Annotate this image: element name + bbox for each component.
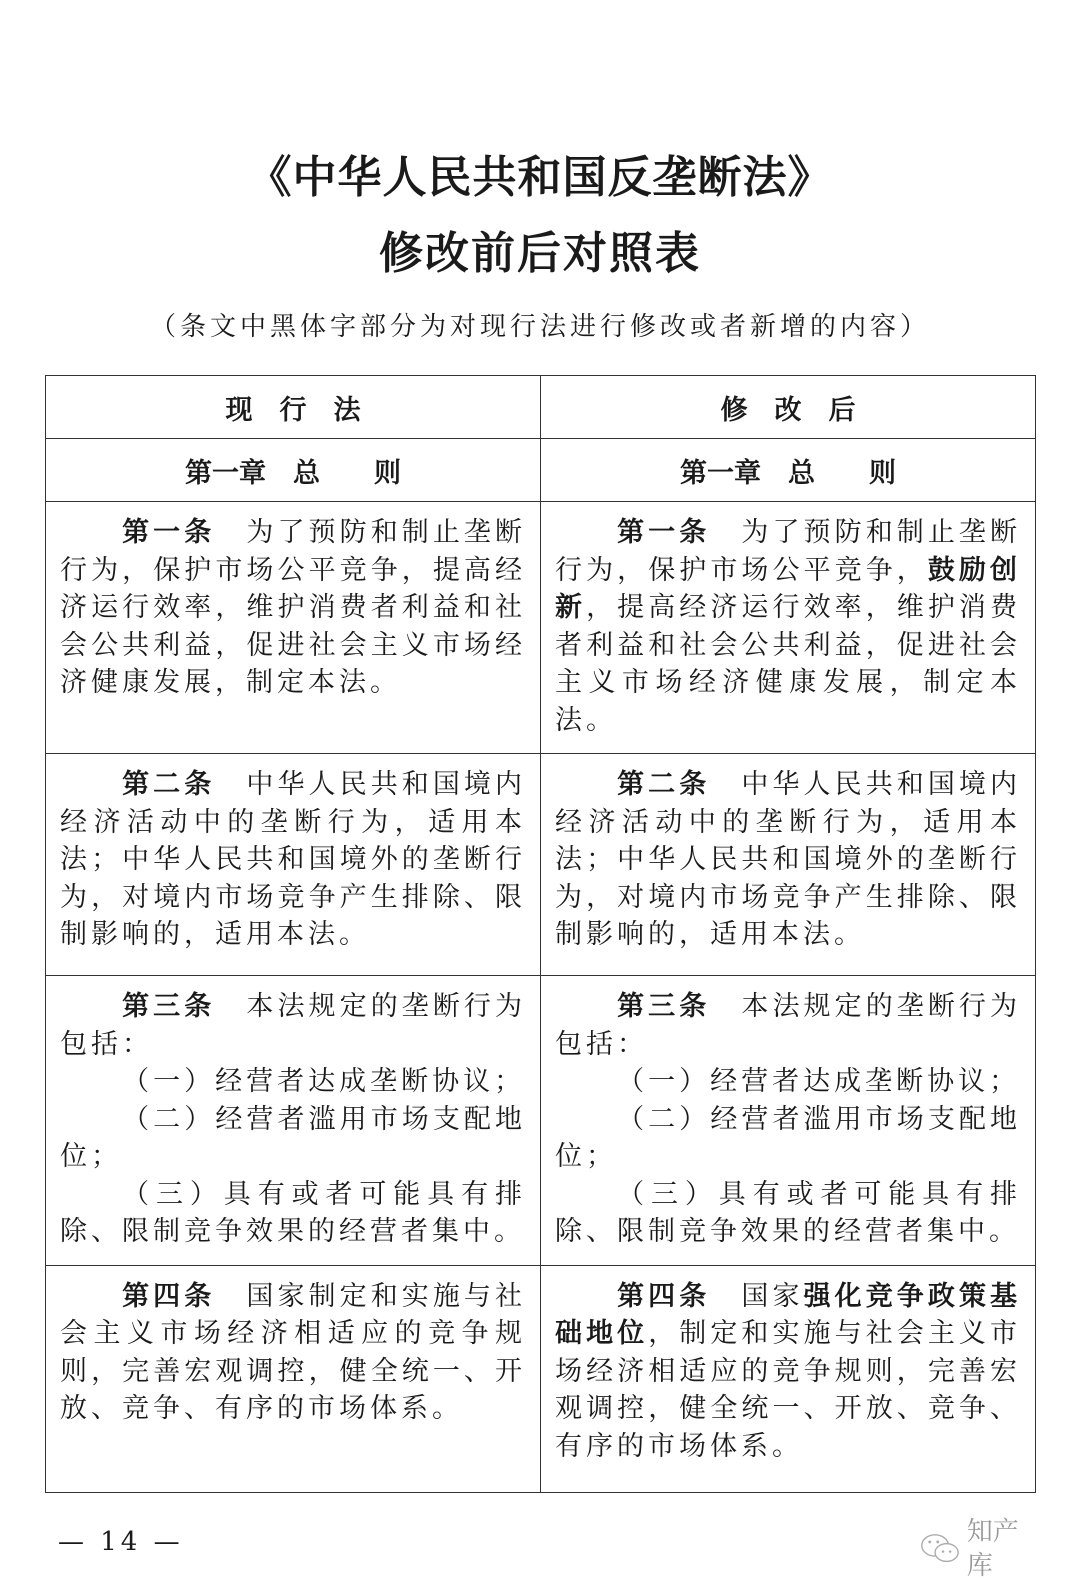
text: 国家制定和实施与社会主义市场经济相适应的竞争规则，完善宏观调控，健全统一、开放、竞争、有序的市场体系。 — [60, 1280, 527, 1424]
text: 中华人民共和国境内经济活动中的垄断行为，适用本法；中华人民共和国境外的垄断行为，对境内市场竞争产生排除、限制影响的，适用本法。 — [555, 769, 1022, 950]
article-paragraph — [555, 1278, 1021, 1466]
header-current-law: 现 行 法 — [46, 376, 541, 439]
bold-text: 第一条 — [122, 517, 216, 548]
article-paragraph — [555, 766, 1021, 954]
text: 中华人民共和国境内经济活动中的垄断行为，适用本法；中华人民共和国境外的垄断行为，对境内市场竞争产生排除、限制影响的，适用本法。 — [60, 769, 527, 950]
text: （二）经营者滥用市场支配地位； — [60, 1103, 526, 1172]
bold-text: 鼓励创新 — [555, 554, 1022, 623]
article-paragraph — [60, 1278, 526, 1428]
article-current — [46, 1266, 540, 1442]
bold-text: 第一条 — [617, 517, 711, 548]
bold-text: 第二条 — [122, 769, 216, 800]
article-revised — [541, 502, 1035, 753]
text: ，制定和实施与社会主义市场经济相适应的竞争规则，完善宏观调控，健全统一、开放、竞争、有序的市场体系。 — [555, 1318, 1022, 1462]
text: （三）具有或者可能具有排除、限制竞争效果的经营者集中。 — [60, 1178, 526, 1247]
bold-text: 第二条 — [617, 769, 711, 800]
text: 本法规定的垄断行为包括： — [555, 991, 1022, 1060]
article-paragraph — [555, 514, 1021, 739]
bold-text: 第四条 — [122, 1280, 216, 1312]
bold-text: 强化竞争政策基础地位 — [555, 1280, 1022, 1349]
article-revised — [541, 976, 1035, 1265]
text: 为了预防和制止垄断行为，保护市场公平竞争，提高经济运行效率，维护消费者利益和社会公共利益，促进社会主义市场经济健康发展，制定本法。 — [60, 517, 527, 698]
chapter-current: 第一章 总 则 — [46, 439, 541, 502]
chapter-revised: 第一章 总 则 — [541, 439, 1036, 502]
text: 本法规定的垄断行为包括： — [60, 991, 527, 1060]
text: （一）经营者达成垄断协议； — [617, 1066, 1021, 1097]
bold-text: 第三条 — [122, 991, 216, 1022]
header-revised-law: 修 改 后 — [541, 376, 1036, 439]
text: 国家 — [710, 1280, 804, 1312]
comparison-table — [45, 375, 1036, 1493]
bold-text: 第三条 — [617, 991, 711, 1022]
table-header-row — [46, 376, 1036, 439]
table-row — [46, 502, 1036, 754]
list-item — [60, 1063, 526, 1101]
article-revised — [541, 1266, 1035, 1480]
article-current — [46, 754, 540, 968]
document-subtitle: 修改前后对照表 — [379, 228, 701, 279]
list-item — [555, 1063, 1021, 1101]
article-paragraph — [60, 514, 526, 702]
text: （三）具有或者可能具有排除、限制竞争效果的经营者集中。 — [555, 1178, 1021, 1247]
article-paragraph — [60, 988, 526, 1063]
article-paragraph — [60, 766, 526, 954]
table-row — [46, 1265, 1036, 1492]
watermark-text: 知产库 — [966, 1516, 1019, 1581]
text: ，提高经济运行效率，维护消费者利益和社会公共利益，促进社会主义市场经济健康发展，制定本法。 — [555, 592, 1022, 736]
list-item — [555, 1101, 1021, 1176]
chapter-row — [46, 439, 1036, 502]
document-note: （条文中黑体字部分为对现行法进行修改或者新增的内容） — [149, 312, 930, 342]
article-paragraph — [555, 988, 1021, 1063]
article-revised — [541, 754, 1035, 968]
list-item — [60, 1176, 526, 1251]
wechat-icon — [920, 1531, 961, 1567]
article-current — [46, 502, 540, 716]
text: （二）经营者滥用市场支配地位； — [555, 1103, 1021, 1172]
page-body — [45, 375, 1036, 1581]
page-number: — 14 — — [58, 1526, 184, 1557]
text: （一）经营者达成垄断协议； — [122, 1066, 526, 1097]
table-row — [46, 976, 1036, 1266]
article-current — [46, 976, 540, 1265]
list-item — [60, 1101, 526, 1176]
page-footer — [45, 1493, 1036, 1581]
watermark — [920, 1515, 1036, 1583]
list-item — [555, 1176, 1021, 1251]
bold-text: 第四条 — [617, 1280, 711, 1312]
table-row — [46, 754, 1036, 976]
text: 为了预防和制止垄断行为，保护市场公平竞争， — [555, 517, 1022, 586]
document-title: 《中华人民共和国反垄断法》 — [247, 152, 833, 203]
